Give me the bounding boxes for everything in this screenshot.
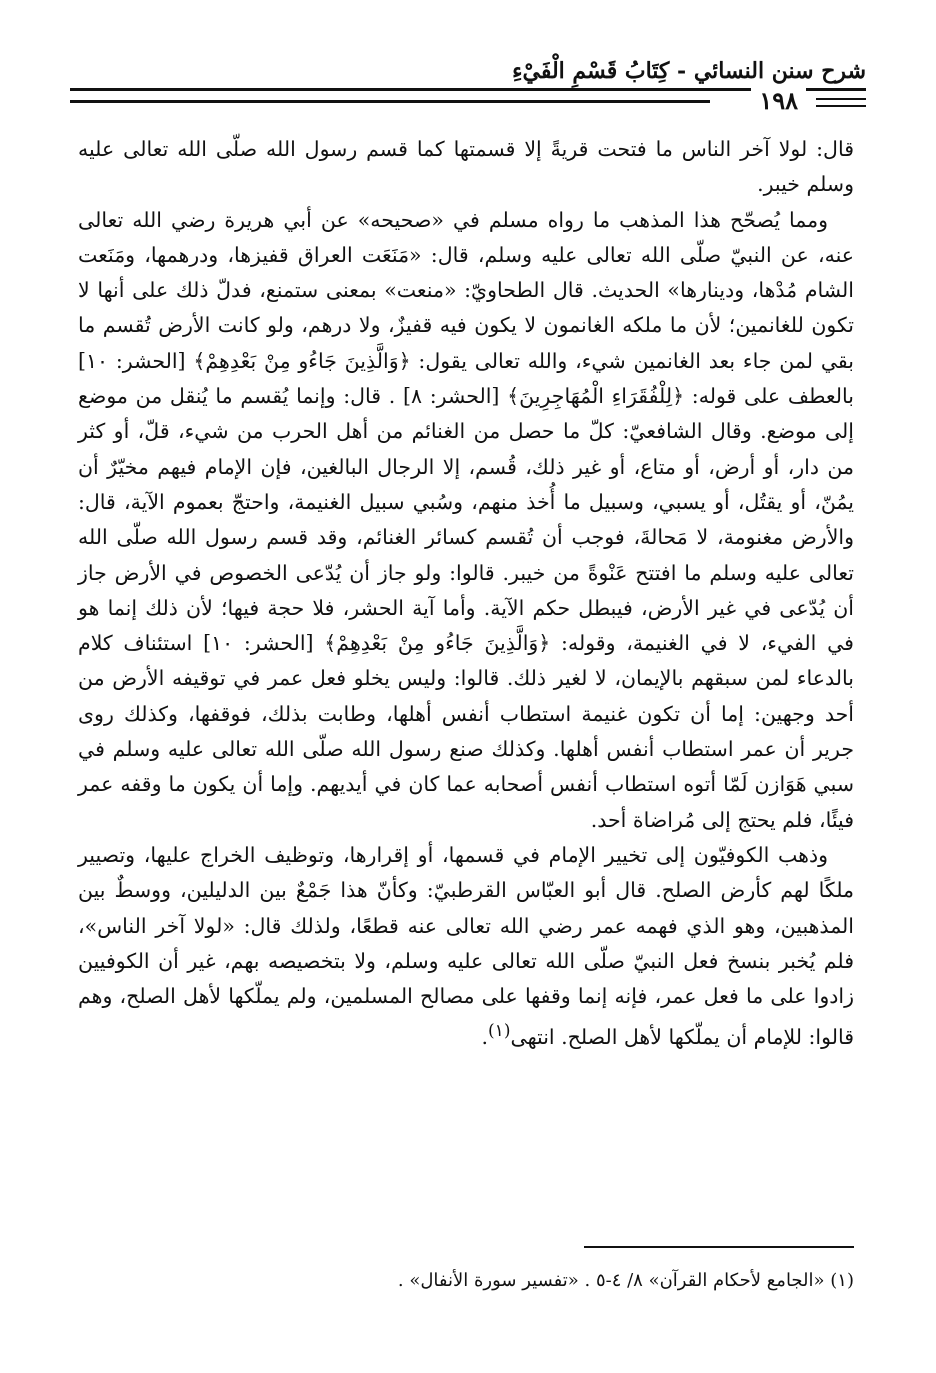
header-rule — [70, 88, 866, 91]
header-rule-lower — [70, 100, 710, 103]
header-rule-double — [816, 98, 866, 107]
running-title: شرح سنن النسائي - كِتَابُ قَسْمِ الْفَيْءِ — [512, 58, 866, 84]
body-text — [78, 132, 854, 1056]
footnote-reference: (١) — [487, 1021, 511, 1042]
page-header — [70, 58, 866, 118]
page-number: ١٩٨ — [751, 86, 806, 115]
footnote-separator — [584, 1246, 854, 1248]
paragraph-1: قال: لولا آخر الناس ما فتحت قريةً إلا قسمتها كما قسم رسول الله صلّى الله تعالى عليه وسلم خيبر. — [78, 137, 854, 197]
paragraph-2: ومما يُصحّح هذا المذهب ما رواه مسلم في «صحيحه» عن أبي هريرة رضي الله تعالى عنه، عن النبيّ صلّى الله تعالى عليه وسلم، قال: «مَنَعَت العراق قفيزها، ودرهمها، ومَنَعت الشام مُدْها، ودينارها» الحديث. قال الطحاويّ: «منعت» بمعنى ستمنع، فدلّ ذلك على أنها لا تكون للغانمين؛ لأن ما ملكه الغانمون لا يكون فيه قفيزٌ، ولا درهم، ولو كانت الأرض تُقسم ما بقي لمن جاء بعد الغانمين شيء، والله تعالى يقول: ﴿وَالَّذِينَ جَاءُو مِنْ بَعْدِهِمْ﴾ [الحشر: ١٠] بالعطف على قوله: ﴿لِلْفُقَرَاءِ الْمُهَاجِرِينَ﴾ [الحشر: ٨] . قال: وإنما يُقسم ما يُنقل من موضع إلى موضع. وقال الشافعيّ: كلّ ما حصل من الغنائم من أهل الحرب من شيء، قلّ، أو كثر من دار، أو أرض، أو متاع، أو غير ذلك، قُسم، إلا الرجال البالغين، فإن الإمام فيهم مخيّرٌ أن يمُنّ، أو يقتُل، أو يسبي، وسبيل ما أُخذ منهم، وسُبي سبيل الغنيمة، واحتجّ بعموم الآية، قال: والأرض مغنومة، لا مَحالةَ، فوجب أن تُقسم كسائر الغنائم، وقد قسم رسول الله صلّى الله تعالى عليه وسلم ما افتتح عَنْوةً من خيبر. قالوا: ولو جاز أن يُدّعى الخصوص في الأرض جاز أن يُدّعى في غير الأرض، فيبطل حكم الآية. وأما آية الحشر، فلا حجة فيها؛ لأن ذلك إنما هو في الفيء، لا في الغنيمة، وقوله: ﴿وَالَّذِينَ جَاءُو مِنْ بَعْدِهِمْ﴾ [الحشر: ١٠] استئناف كلام بالدعاء لمن سبقهم بالإيمان، لا لغير ذلك. قالوا: وليس يخلو فعل عمر في توقيفه الأرض من أحد وجهين: إما أن تكون غنيمة استطاب أنفس أهلها، وطابت بذلك، فوقفها، وكذلك روى جرير أن عمر استطاب أنفس أهلها. وكذلك صنع رسول الله صلّى الله تعالى عليه وسلم في سبي هَوَازن لَمّا أتوه استطاب أنفس أصحابه عما كان في أيديهم. وإما أن يكون ما وقفه عمر فيئًا، فلم يحتج إلى مُراضاة أحد. — [78, 207, 855, 832]
paragraph-3-end: . — [481, 1025, 488, 1050]
paragraph-3 — [78, 838, 854, 1056]
paragraph-3-text: وذهب الكوفيّون إلى تخيير الإمام في قسمها، أو إقرارها، وتوظيف الخراج عليها، وتصيير ملكًا لهم كأرض الصلح. قال أبو العبّاس القرطبيّ: وكأنّ هذا جَمْعٌ بين الدليلين، ووسطٌ بين المذهبين، وهو الذي فهمه عمر رضي الله تعالى عنه قطعًا، ولذلك قال: «لولا آخر الناس»، فلم يُخبر بنسخ فعل النبيّ صلّى الله تعالى عليه وسلم، ولا بتخصيصه بهم، غير أن الكوفيين زادوا على ما فعل عمر، فإنه إنما وقفها على مصالح المسلمين، ولم يملّكها لأهل الصلح، وهم قالوا: للإمام أن يملّكها لأهل الصلح. انتهى — [78, 842, 854, 1050]
footnote: (١) «الجامع لأحكام القرآن» ٨/ ٤-٥ . «تفسير سورة الأنفال» . — [397, 1270, 854, 1291]
